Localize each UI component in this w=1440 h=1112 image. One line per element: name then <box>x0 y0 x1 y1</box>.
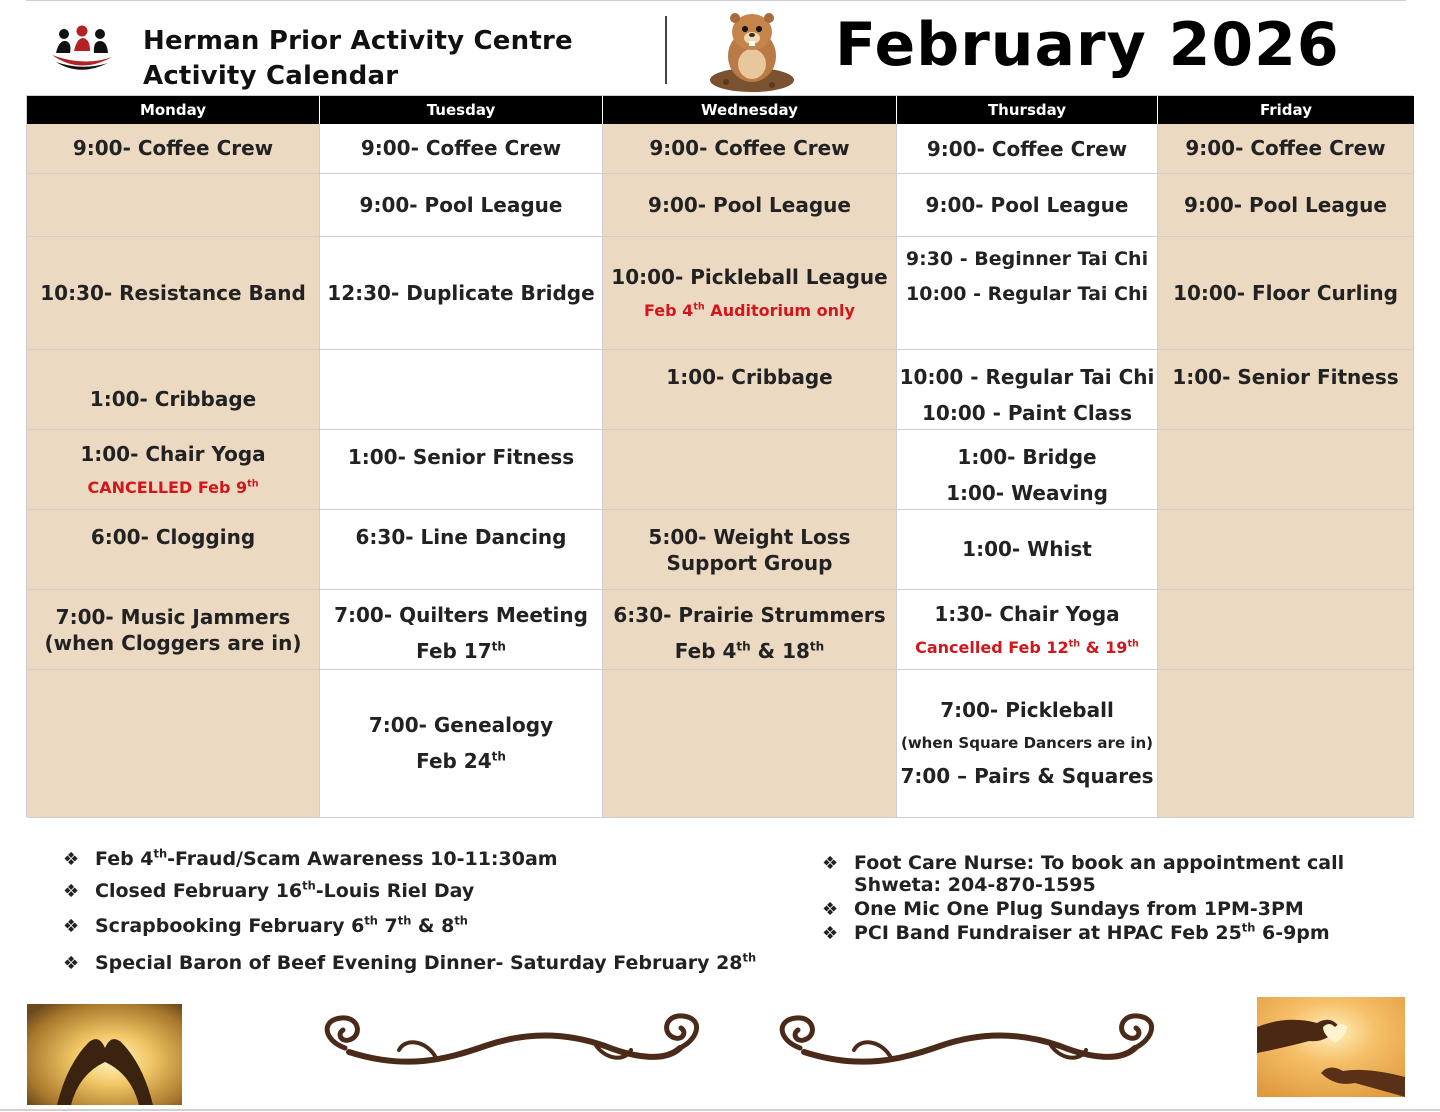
bullet-icon: ❖ <box>63 881 80 902</box>
calendar-cell <box>1158 350 1414 430</box>
activity-label: 7:00- Pickleball <box>940 698 1114 723</box>
heart-hands-sunlight-photo <box>1257 997 1405 1097</box>
activity-label: 1:00- Senior Fitness <box>1172 365 1399 389</box>
calendar-cell-empty <box>1158 670 1414 818</box>
flourish-divider-icon <box>315 1010 710 1076</box>
calendar-cell <box>320 590 603 670</box>
calendar-cell <box>603 174 897 237</box>
calendar-cell <box>603 124 897 174</box>
activity-label: 9:30 - Beginner Tai Chi <box>905 248 1149 270</box>
calendar-cell-empty <box>27 670 320 818</box>
calendar-cell <box>897 590 1158 670</box>
calendar-cell-empty <box>27 174 320 237</box>
day-header-tuesday: Tuesday <box>320 96 603 124</box>
bottom-rule <box>0 1109 1440 1111</box>
announcement-item: ❖ Feb 4th-Fraud/Scam Awareness 10-11:30am <box>63 846 558 870</box>
activity-label: 9:00- Coffee Crew <box>926 137 1128 161</box>
activity-label: 10:00 - Regular Tai Chi <box>899 365 1155 389</box>
calendar-cell <box>320 430 603 510</box>
activity-label: 12:30- Duplicate Bridge <box>327 280 595 305</box>
activity-label: 9:00- Coffee Crew <box>1185 136 1386 160</box>
activity-label: 7:00- Genealogy <box>368 713 554 737</box>
activity-label: 9:00- Pool League <box>1184 192 1387 217</box>
flourish-divider-icon <box>770 1010 1165 1076</box>
activity-label: 10:00- Floor Curling <box>1173 280 1398 305</box>
bullet-icon: ❖ <box>63 916 80 937</box>
activity-label: 9:00- Coffee Crew <box>72 136 274 160</box>
activity-label: 9:00- Pool League <box>648 192 851 217</box>
announcement-item: ❖ PCI Band Fundraiser at HPAC Feb 25th 6-9pm <box>822 920 1330 944</box>
calendar-cell-empty <box>320 350 603 430</box>
day-header-monday: Monday <box>27 96 320 124</box>
calendar-cell <box>897 237 1158 350</box>
calendar-cell <box>603 590 897 670</box>
activity-label: 1:00- Whist <box>962 537 1092 561</box>
calendar-cell <box>1158 237 1414 350</box>
announcement-item-continued: Shweta: 204-870-1595 <box>854 874 1096 896</box>
activity-label: 6:30- Prairie Strummers <box>613 603 886 627</box>
heart-hands-sunset-photo <box>27 1004 182 1105</box>
calendar-cell <box>320 174 603 237</box>
activity-label: 1:00- Weaving <box>946 481 1108 505</box>
calendar-cell <box>897 430 1158 510</box>
activity-label: Support Group <box>666 550 833 575</box>
activity-label: 9:00- Pool League <box>925 192 1129 217</box>
activity-label: 1:00- Chair Yoga <box>80 441 266 466</box>
calendar-cell <box>603 237 897 350</box>
calendar-cell <box>603 510 897 590</box>
activity-note: Feb 4th Auditorium only <box>644 301 855 321</box>
activity-label: 9:00- Pool League <box>359 192 563 217</box>
activity-label: 7:00- Music Jammers <box>55 604 291 629</box>
calendar-cell <box>897 670 1158 818</box>
calendar-cell-empty <box>1158 430 1414 510</box>
org-name: Herman Prior Activity Centre <box>143 26 573 56</box>
header-divider <box>665 16 667 84</box>
month-title: February 2026 <box>835 10 1340 80</box>
bullet-icon: ❖ <box>63 953 80 974</box>
calendar-cell <box>897 350 1158 430</box>
calendar-cell <box>320 510 603 590</box>
activity-label: 9:00- Coffee Crew <box>360 136 562 160</box>
activity-label: 6:30- Line Dancing <box>355 525 567 549</box>
activity-label: 10:00- Pickleball League <box>611 265 888 290</box>
groundhog-icon <box>708 8 796 92</box>
activity-label: 10:00 - Regular Tai Chi <box>906 282 1148 305</box>
activity-label: 7:00- Quilters Meeting <box>334 603 588 627</box>
bullet-icon: ❖ <box>822 853 839 874</box>
activity-date: Feb 4th & 18th <box>674 639 825 663</box>
announcement-item: ❖ Closed February 16th-Louis Riel Day <box>63 878 475 902</box>
activity-label: 1:00- Senior Fitness <box>347 445 575 469</box>
activity-calendar-grid <box>26 95 1413 817</box>
activity-date: Feb 17th <box>416 639 506 663</box>
bullet-icon: ❖ <box>822 899 839 920</box>
calendar-cell <box>27 124 320 174</box>
announcement-item: ❖ Special Baron of Beef Evening Dinner- Saturday February 28th <box>63 950 757 974</box>
activity-label: 1:00- Cribbage <box>89 387 257 411</box>
calendar-cell <box>603 350 897 430</box>
activity-label: 6:00- Clogging <box>90 525 256 549</box>
top-rule <box>26 0 1406 1</box>
day-header-friday: Friday <box>1158 96 1414 124</box>
calendar-cell <box>27 350 320 430</box>
activity-label: 5:00- Weight Loss <box>648 524 851 549</box>
announcements-left <box>63 848 756 974</box>
calendar-cell <box>320 670 603 818</box>
calendar-cell <box>27 590 320 670</box>
calendar-cell <box>1158 124 1414 174</box>
calendar-cell <box>27 430 320 510</box>
announcement-item: ❖ Scrapbooking February 6th 7th & 8th <box>63 913 468 937</box>
activity-label: 9:00- Coffee Crew <box>649 136 850 160</box>
day-header-wednesday: Wednesday <box>603 96 897 124</box>
people-community-logo <box>50 25 114 75</box>
activity-label: (when Cloggers are in) <box>44 630 302 655</box>
activity-note: CANCELLED Feb 9th <box>87 477 259 497</box>
activity-label: 1:00- Cribbage <box>666 365 833 389</box>
bullet-icon: ❖ <box>63 849 80 870</box>
calendar-cell <box>897 510 1158 590</box>
announcement-item: ❖ Foot Care Nurse: To book an appointment call <box>822 852 1345 874</box>
calendar-cell-empty <box>1158 590 1414 670</box>
calendar-cell <box>27 237 320 350</box>
activity-date: Feb 24th <box>416 749 506 773</box>
activity-note: Cancelled Feb 12th & 19th <box>915 637 1139 657</box>
calendar-cell <box>320 124 603 174</box>
calendar-cell <box>1158 174 1414 237</box>
activity-label: 1:30- Chair Yoga <box>934 601 1120 626</box>
calendar-cell-empty <box>603 430 897 510</box>
calendar-cell <box>320 237 603 350</box>
bullet-icon: ❖ <box>822 923 839 944</box>
calendar-cell-empty <box>603 670 897 818</box>
day-header-thursday: Thursday <box>897 96 1158 124</box>
announcements-right <box>822 852 1344 944</box>
calendar-cell-empty <box>1158 510 1414 590</box>
activity-label: 1:00- Bridge <box>957 445 1097 469</box>
announcement-item: ❖ One Mic One Plug Sundays from 1PM-3PM <box>822 898 1304 920</box>
calendar-cell <box>897 124 1158 174</box>
calendar-cell <box>897 174 1158 237</box>
activity-note: (when Square Dancers are in) <box>900 734 1154 753</box>
calendar-subtitle: Activity Calendar <box>143 61 399 91</box>
activity-label: 10:30- Resistance Band <box>40 280 306 305</box>
activity-label: 7:00 – Pairs & Squares <box>900 763 1154 788</box>
calendar-cell <box>27 510 320 590</box>
activity-label: 10:00 - Paint Class <box>922 401 1132 425</box>
